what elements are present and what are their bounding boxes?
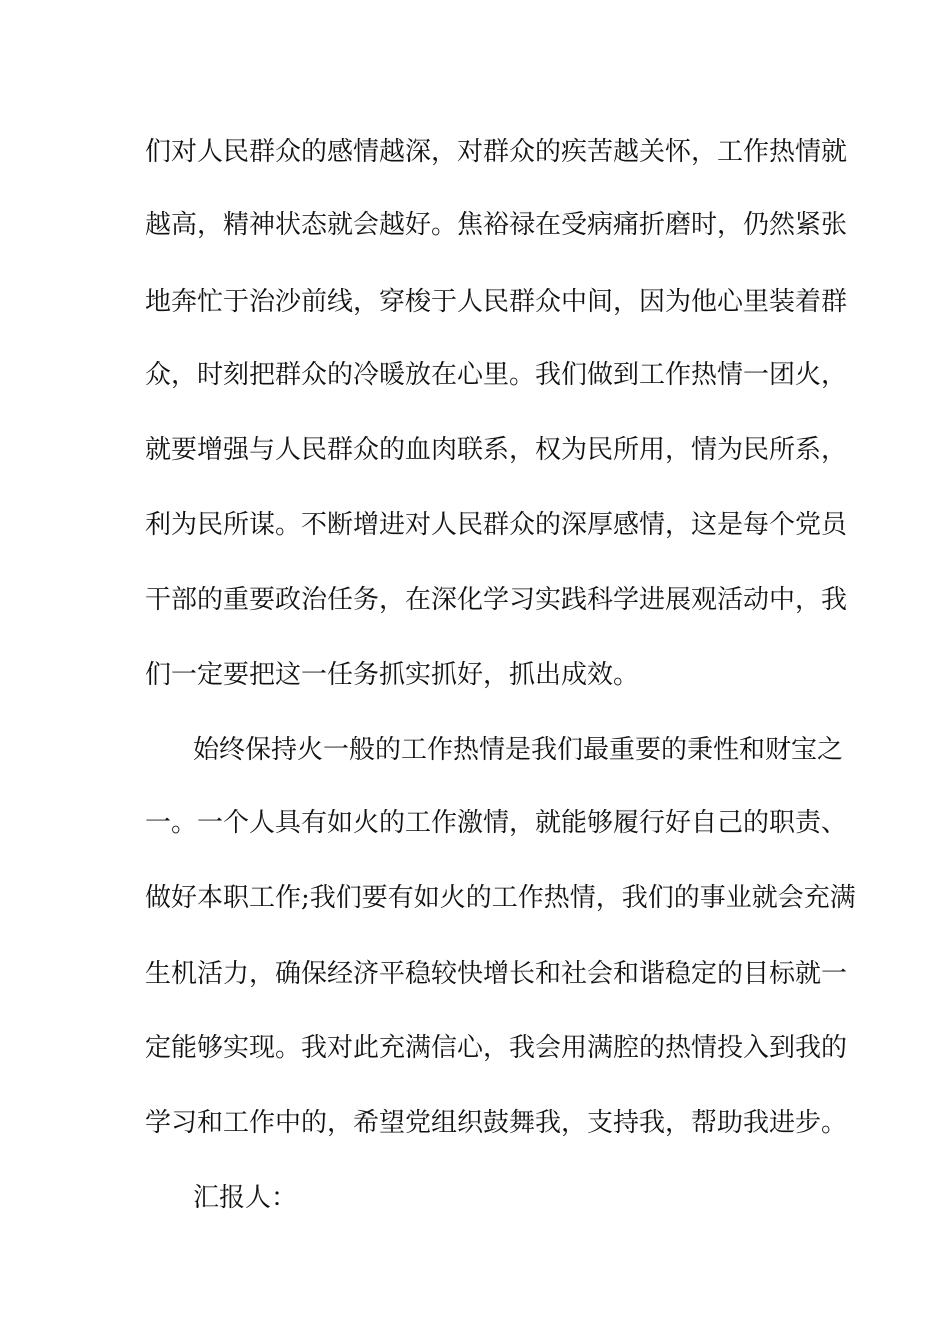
paragraph-line: 们对人民群众的感情越深，对群众的疾苦越关怀，工作热情就: [145, 137, 848, 167]
paragraph-line: 众，时刻把群众的冷暖放在心里。我们做到工作热情一团火，: [145, 360, 848, 390]
paragraph-line: 一。一个人具有如火的工作激情，就能够履行好自己的职责、: [145, 808, 848, 838]
paragraph-line: 始终保持火一般的工作热情是我们最重要的秉性和财宝之: [193, 735, 844, 765]
paragraph-line: 们一定要把这一任务抓实抓好，抓出成效。: [145, 660, 640, 690]
paragraph-line: 利为民所谋。不断增进对人民群众的深厚感情，这是每个党员: [145, 510, 848, 540]
paragraph-line: 学习和工作中的，希望党组织鼓舞我，支持我，帮助我进步。: [145, 1108, 848, 1138]
reporter-signature-label: 汇报人：: [193, 1183, 298, 1213]
paragraph-line: 定能够实现。我对此充满信心，我会用满腔的热情投入到我的: [145, 1033, 848, 1063]
paragraph-line: 做好本职工作;我们要有如火的工作热情，我们的事业就会充满: [145, 883, 856, 913]
paragraph-line: 就要增强与人民群众的血肉联系，权为民所用，情为民所系，: [145, 435, 848, 465]
paragraph-line: 地奔忙于治沙前线，穿梭于人民群众中间，因为他心里装着群: [145, 287, 848, 317]
paragraph-line: 生机活力，确保经济平稳较快增长和社会和谐稳定的目标就一: [145, 959, 848, 989]
paragraph-line: 越高，精神状态就会越好。焦裕禄在受病痛折磨时，仍然紧张: [145, 210, 848, 240]
paragraph-line: 干部的重要政治任务，在深化学习实践科学进展观活动中，我: [145, 585, 848, 615]
